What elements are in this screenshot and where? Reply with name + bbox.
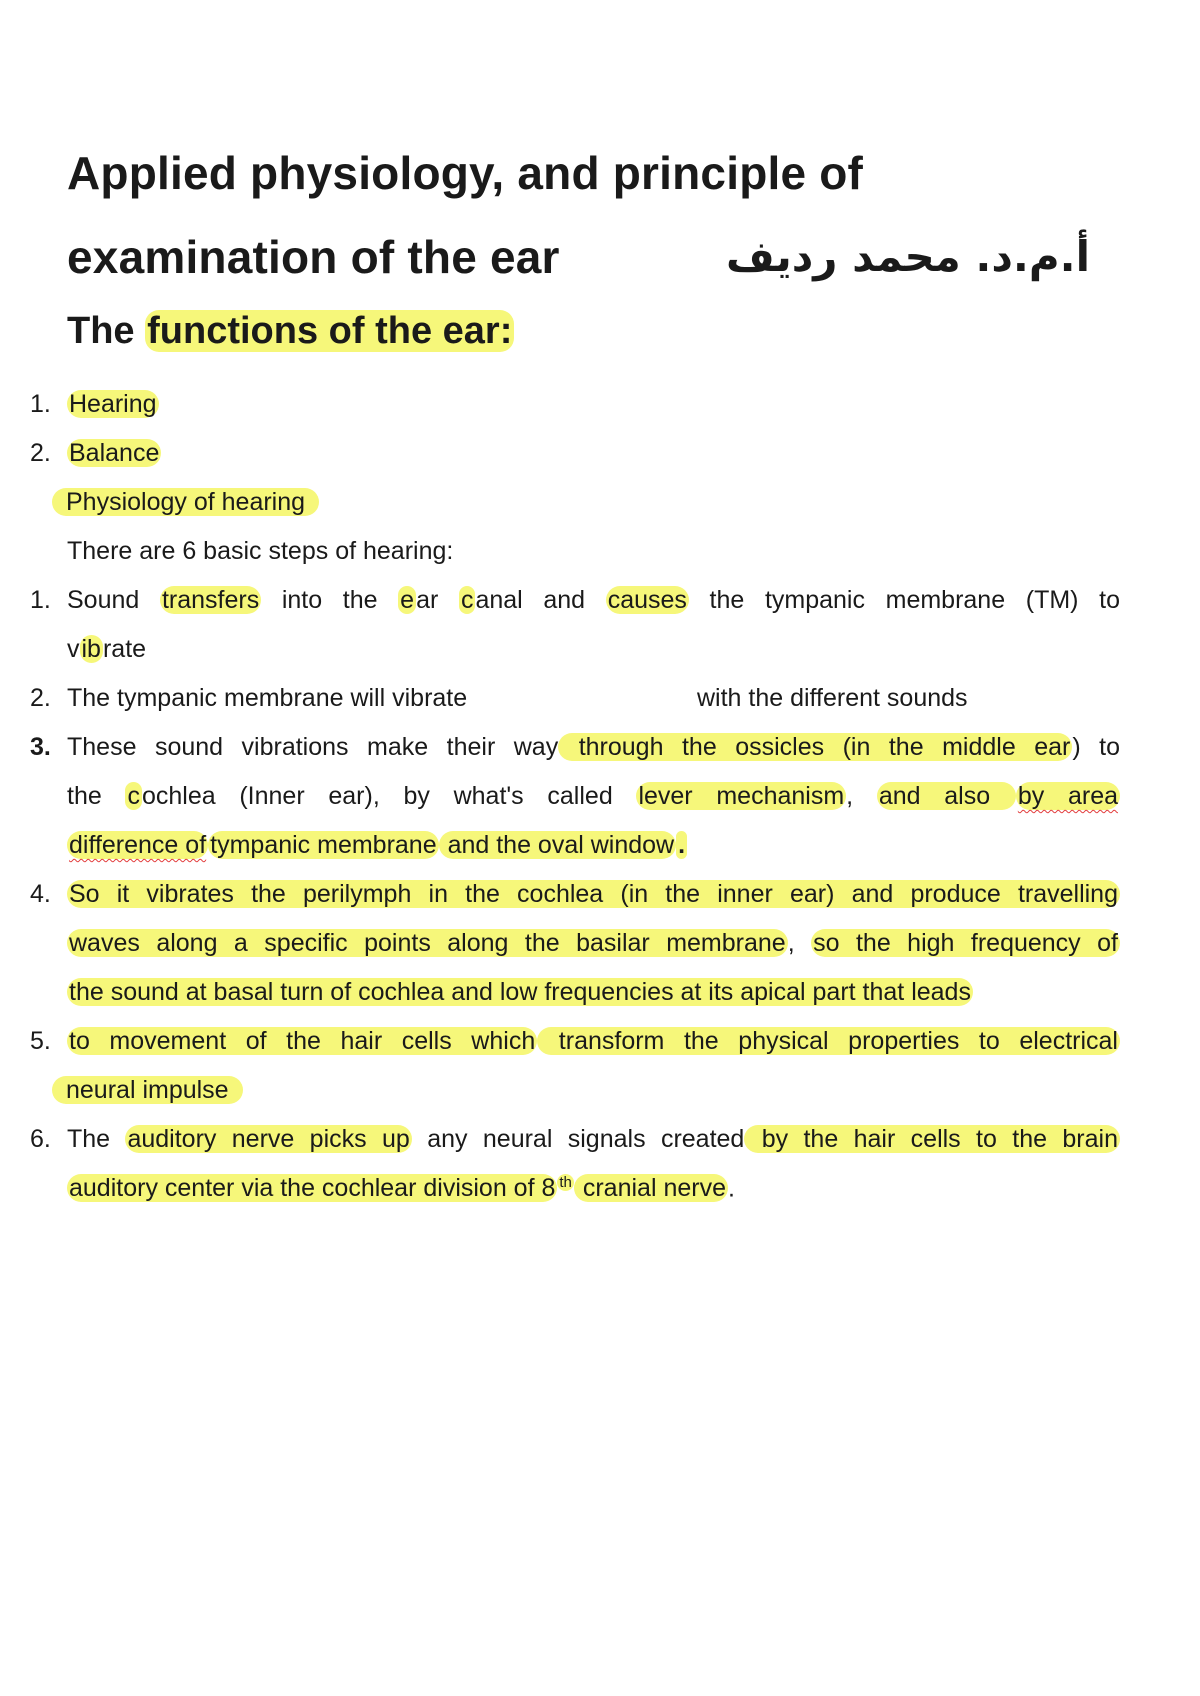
list-number: 4. <box>30 880 51 908</box>
text-run: The <box>67 1125 126 1153</box>
text-run-highlight: auditory center via the cochlear division of 8 <box>69 1174 556 1203</box>
text-run-highlight: So it vibrates the perilymph in the cochlea (in the inner ear) and produce travelling <box>69 880 1118 908</box>
text-run: the <box>67 782 126 810</box>
text-run-highlight: auditory nerve picks up <box>127 1125 410 1153</box>
list-number: 3. <box>30 733 51 761</box>
step-4-line-1 <box>67 880 1120 909</box>
function-balance: Balance <box>69 439 160 467</box>
hearing-heading-text: Physiology of hearing <box>52 488 319 516</box>
text-run: . <box>727 1174 735 1203</box>
document-title-line-2: examination of the ear <box>67 231 560 283</box>
text-run: ar <box>416 586 459 614</box>
text-run-highlight: and also <box>878 782 1014 810</box>
list-number: 5. <box>30 1027 51 1055</box>
text-run-highlight-spellcheck: difference of <box>69 831 207 859</box>
text-run-highlight: waves along a specific points along the basilar membrane <box>69 929 786 957</box>
text-run: ) to <box>1072 733 1120 761</box>
text-run-highlight: transform the physical properties to electrical <box>539 1027 1118 1055</box>
functions-heading-prefix: The <box>67 310 135 352</box>
list-item <box>67 439 161 468</box>
text-run: Sound <box>67 586 160 614</box>
text-run: any neural signals created <box>411 1125 745 1153</box>
text-run-highlight: to movement of the hair cells which <box>69 1027 536 1055</box>
text-run-highlight-spellcheck: by area <box>1017 782 1118 810</box>
hearing-heading <box>52 488 319 517</box>
text-run-highlight: c <box>460 586 474 614</box>
text-run-highlight: and the oval window <box>440 831 675 859</box>
text-run: anal and <box>475 586 606 614</box>
text-run: v <box>67 635 80 663</box>
functions-heading <box>67 310 514 353</box>
step-3-line-3 <box>67 831 687 860</box>
function-hearing: Hearing <box>69 390 157 418</box>
superscript: th <box>559 1174 572 1191</box>
author-name: أ.م.د. محمد رديف <box>725 232 1090 281</box>
step-1-line-2 <box>67 635 146 664</box>
text-run-highlight: c <box>127 782 140 810</box>
text-run-highlight: so the high frequency of <box>813 929 1118 957</box>
text-run-highlight: causes <box>607 586 687 614</box>
step-6-line-1 <box>67 1125 1120 1154</box>
text-run: , <box>787 929 812 957</box>
step-4-line-3 <box>67 978 973 1007</box>
text-run-highlight: e <box>400 586 415 614</box>
list-number: 2. <box>30 684 51 712</box>
text-run-highlight: by the hair cells to the brain <box>746 1125 1118 1153</box>
text-run: ochlea (Inner ear), by what's called <box>141 782 637 810</box>
text-run: into the <box>261 586 399 614</box>
text-run-highlight: neural impulse <box>52 1076 243 1104</box>
list-number: 2. <box>30 439 51 467</box>
text-run-highlight: lever mechanism <box>638 782 845 810</box>
list-item <box>67 390 159 419</box>
step-5-line-1 <box>67 1027 1120 1056</box>
document-title-line-1: Applied physiology, and principle of <box>67 147 864 199</box>
step-3-line-2 <box>67 782 1120 811</box>
text-run-highlight: ib <box>81 635 101 663</box>
step-2-part-1: The tympanic membrane will vibrate <box>67 684 468 712</box>
functions-heading-highlight: functions of the ear: <box>147 310 513 352</box>
step-5-line-2 <box>52 1076 243 1105</box>
text-run-highlight: transfers <box>161 586 260 614</box>
text-run-highlight: . <box>678 831 686 859</box>
text-run: , <box>846 782 877 810</box>
step-6-line-2 <box>67 1174 735 1203</box>
list-number: 6. <box>30 1125 51 1153</box>
list-number: 1. <box>30 586 51 614</box>
text-run-highlight: through the ossicles (in the middle ear <box>560 733 1071 761</box>
text-run: the tympanic membrane (TM) to <box>688 586 1120 614</box>
text-run: These sound vibrations make their way <box>67 733 559 761</box>
text-run: rate <box>102 635 147 663</box>
step-3-line-1 <box>67 733 1120 762</box>
step-2-part-2: with the different sounds <box>697 684 968 712</box>
hearing-intro: There are 6 basic steps of hearing: <box>67 537 454 565</box>
text-run-highlight: the sound at basal turn of cochlea and low frequencies at its apical part that leads <box>69 978 971 1006</box>
step-1-line-1 <box>67 586 1120 615</box>
text-run-highlight: cranial nerve <box>575 1174 726 1203</box>
text-run-highlight: tympanic membrane <box>210 831 437 859</box>
step-4-line-2 <box>67 929 1120 958</box>
list-number: 1. <box>30 390 51 418</box>
